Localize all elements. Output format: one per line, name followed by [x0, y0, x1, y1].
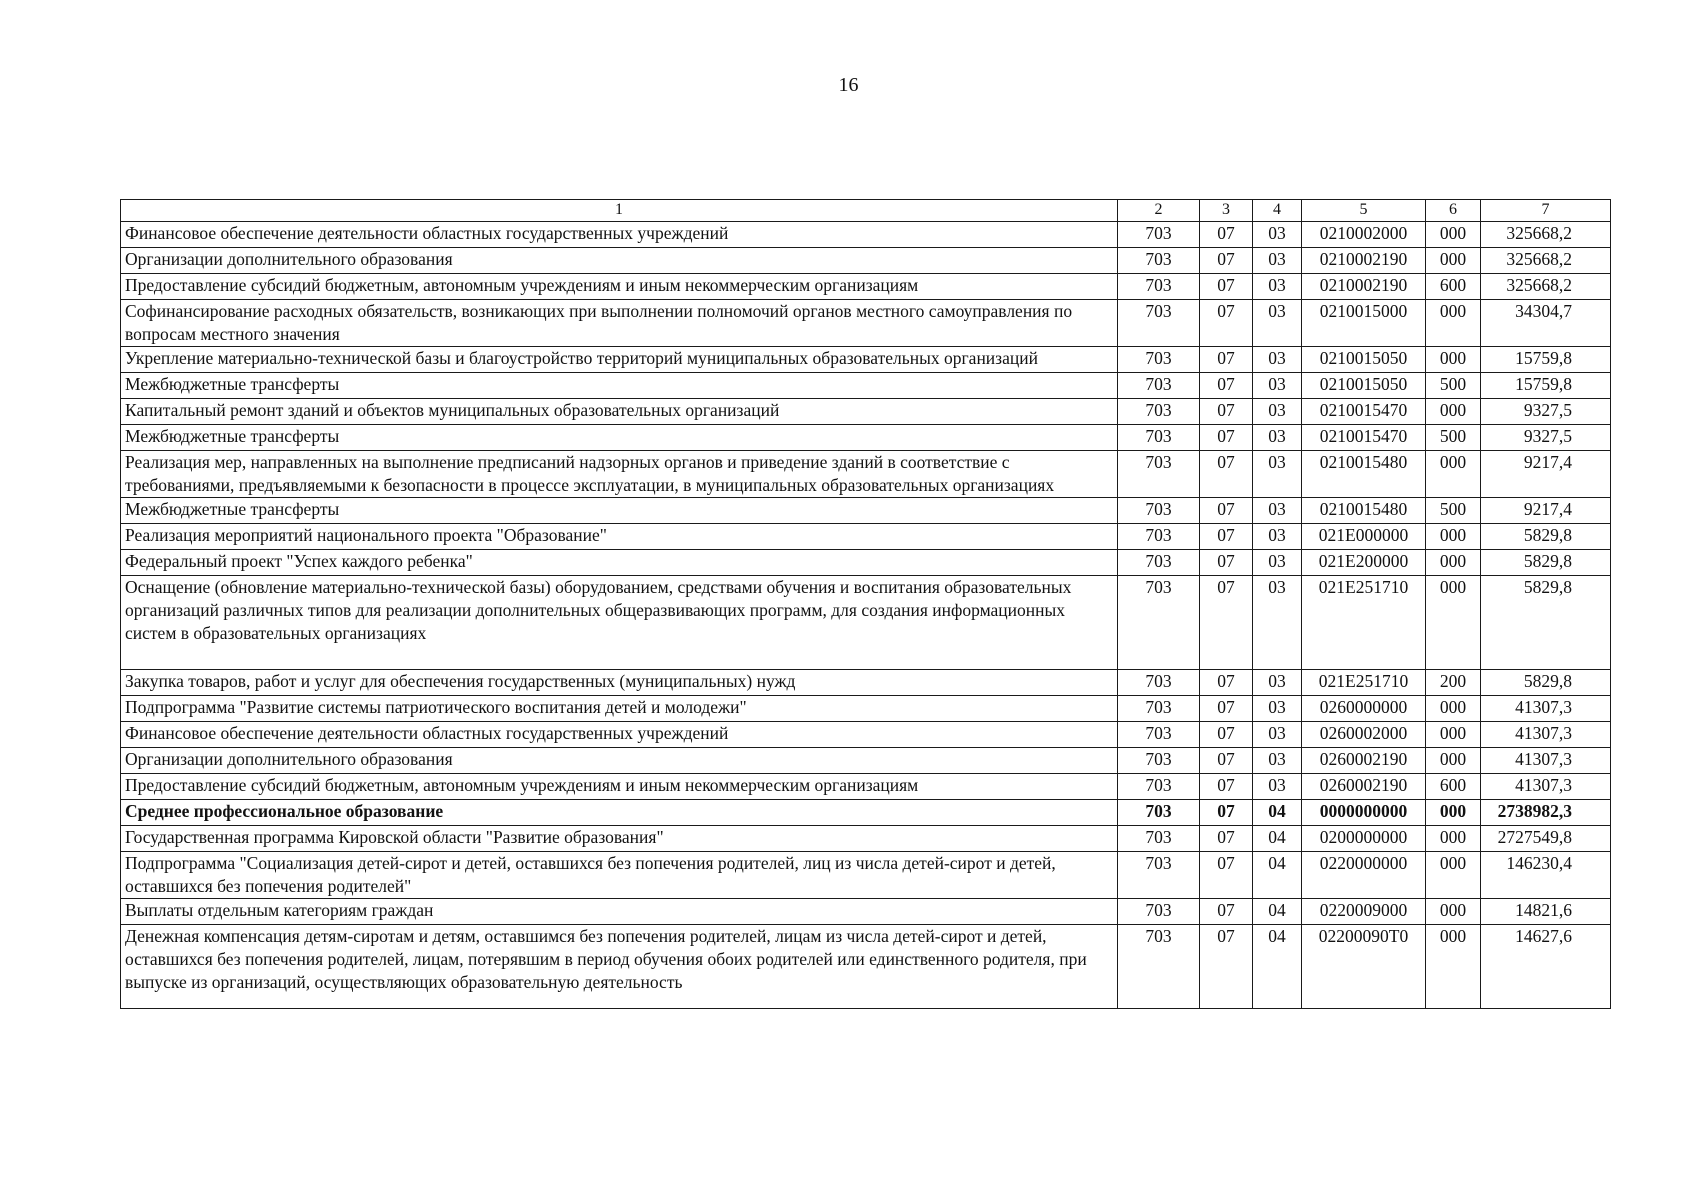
row-name-cell: Организации дополнительного образования [121, 248, 1118, 274]
row-section-cell: 703 [1118, 248, 1200, 274]
row-name-cell: Подпрограмма "Социализация детей-сирот и детей, оставшихся без попечения родителей, лиц из числа детей-сирот и детей, оставшихся без попечения родителей" [121, 852, 1118, 899]
table-row [121, 925, 1611, 1009]
row-amount-cell: 15759,8 [1481, 373, 1611, 399]
row-name-cell: Капитальный ремонт зданий и объектов муниципальных образовательных организаций [121, 399, 1118, 425]
row-section-cell: 703 [1118, 425, 1200, 451]
row-subsection-cell: 07 [1200, 425, 1253, 451]
row-target-code-cell: 0260000000 [1302, 696, 1426, 722]
table-row [121, 274, 1611, 300]
row-target-code-cell: 0210015050 [1302, 373, 1426, 399]
row-amount-cell: 41307,3 [1481, 774, 1611, 800]
row-amount-cell: 41307,3 [1481, 696, 1611, 722]
row-amount-cell: 14627,6 [1481, 925, 1611, 1009]
row-section-cell: 703 [1118, 696, 1200, 722]
row-subsection2-cell: 03 [1253, 774, 1302, 800]
row-subsection2-cell: 03 [1253, 300, 1302, 347]
row-amount-cell: 15759,8 [1481, 347, 1611, 373]
row-expense-type-cell: 000 [1426, 852, 1481, 899]
row-target-code-cell: 0210015470 [1302, 399, 1426, 425]
row-target-code-cell: 0210015000 [1302, 300, 1426, 347]
table-row [121, 248, 1611, 274]
row-amount-cell: 9217,4 [1481, 498, 1611, 524]
row-amount-cell: 325668,2 [1481, 274, 1611, 300]
row-amount-cell: 41307,3 [1481, 722, 1611, 748]
row-expense-type-cell: 000 [1426, 696, 1481, 722]
row-amount-cell: 2727549,8 [1481, 826, 1611, 852]
row-amount-cell: 34304,7 [1481, 300, 1611, 347]
row-subsection2-cell: 03 [1253, 722, 1302, 748]
row-subsection2-cell: 03 [1253, 451, 1302, 498]
table-row [121, 524, 1611, 550]
row-name-cell: Предоставление субсидий бюджетным, автономным учреждениям и иным некоммерческим организациям [121, 774, 1118, 800]
row-section-cell: 703 [1118, 800, 1200, 826]
header-row [121, 200, 1611, 222]
table-row [121, 576, 1611, 670]
row-expense-type-cell: 600 [1426, 274, 1481, 300]
row-amount-cell: 325668,2 [1481, 248, 1611, 274]
row-name-cell: Предоставление субсидий бюджетным, автономным учреждениям и иным некоммерческим организациям [121, 274, 1118, 300]
table-row [121, 498, 1611, 524]
row-section-cell: 703 [1118, 774, 1200, 800]
row-subsection2-cell: 03 [1253, 576, 1302, 670]
row-name-cell: Выплаты отдельным категориям граждан [121, 899, 1118, 925]
row-target-code-cell: 02200090Т0 [1302, 925, 1426, 1009]
table-row [121, 222, 1611, 248]
row-section-cell: 703 [1118, 748, 1200, 774]
row-expense-type-cell: 600 [1426, 774, 1481, 800]
row-name-cell: Реализация мер, направленных на выполнение предписаний надзорных органов и приведение зданий в соответствие с требованиями, предъявляемыми к безопасности в процессе эксплуатации, в муниципальных образовательных организациях [121, 451, 1118, 498]
table-row [121, 852, 1611, 899]
row-target-code-cell: 0220000000 [1302, 852, 1426, 899]
page-number: 16 [838, 74, 859, 96]
row-subsection2-cell: 03 [1253, 222, 1302, 248]
row-subsection-cell: 07 [1200, 852, 1253, 899]
row-name-cell: Межбюджетные трансферты [121, 425, 1118, 451]
row-amount-cell: 9327,5 [1481, 425, 1611, 451]
row-subsection2-cell: 04 [1253, 826, 1302, 852]
row-expense-type-cell: 000 [1426, 248, 1481, 274]
table-row [121, 748, 1611, 774]
table-row [121, 670, 1611, 696]
row-expense-type-cell: 200 [1426, 670, 1481, 696]
row-expense-type-cell: 000 [1426, 222, 1481, 248]
row-expense-type-cell: 500 [1426, 498, 1481, 524]
row-target-code-cell: 0210002190 [1302, 248, 1426, 274]
row-subsection-cell: 07 [1200, 300, 1253, 347]
row-expense-type-cell: 000 [1426, 347, 1481, 373]
row-name-cell: Финансовое обеспечение деятельности областных государственных учреждений [121, 222, 1118, 248]
table-row [121, 826, 1611, 852]
header-col-1: 1 [121, 200, 1118, 222]
row-subsection-cell: 07 [1200, 774, 1253, 800]
row-subsection2-cell: 03 [1253, 550, 1302, 576]
row-section-cell: 703 [1118, 576, 1200, 670]
row-expense-type-cell: 000 [1426, 925, 1481, 1009]
row-subsection-cell: 07 [1200, 826, 1253, 852]
row-target-code-cell: 0210015470 [1302, 425, 1426, 451]
table-row [121, 722, 1611, 748]
table-row [121, 425, 1611, 451]
table-row [121, 373, 1611, 399]
row-expense-type-cell: 000 [1426, 899, 1481, 925]
row-subsection-cell: 07 [1200, 925, 1253, 1009]
row-subsection-cell: 07 [1200, 670, 1253, 696]
row-expense-type-cell: 000 [1426, 550, 1481, 576]
row-subsection2-cell: 03 [1253, 373, 1302, 399]
row-target-code-cell: 021E200000 [1302, 550, 1426, 576]
row-expense-type-cell: 000 [1426, 524, 1481, 550]
row-expense-type-cell: 500 [1426, 425, 1481, 451]
row-amount-cell: 41307,3 [1481, 748, 1611, 774]
row-amount-cell: 146230,4 [1481, 852, 1611, 899]
row-expense-type-cell: 000 [1426, 800, 1481, 826]
row-subsection-cell: 07 [1200, 222, 1253, 248]
row-target-code-cell: 0210015480 [1302, 498, 1426, 524]
row-subsection2-cell: 03 [1253, 498, 1302, 524]
table-row [121, 696, 1611, 722]
row-section-cell: 703 [1118, 925, 1200, 1009]
row-expense-type-cell: 000 [1426, 748, 1481, 774]
row-subsection-cell: 07 [1200, 524, 1253, 550]
table-row [121, 347, 1611, 373]
row-subsection2-cell: 04 [1253, 925, 1302, 1009]
row-subsection2-cell: 03 [1253, 399, 1302, 425]
row-subsection-cell: 07 [1200, 800, 1253, 826]
row-amount-cell: 5829,8 [1481, 670, 1611, 696]
row-section-cell: 703 [1118, 852, 1200, 899]
header-col-7: 7 [1481, 200, 1611, 222]
row-name-cell: Закупка товаров, работ и услуг для обеспечения государственных (муниципальных) нужд [121, 670, 1118, 696]
table-row [121, 451, 1611, 498]
budget-table [120, 199, 1611, 1009]
row-target-code-cell: 021E251710 [1302, 576, 1426, 670]
row-target-code-cell: 021E000000 [1302, 524, 1426, 550]
row-name-cell: Укрепление материально-технической базы и благоустройство территорий муниципальных образовательных организаций [121, 347, 1118, 373]
row-amount-cell: 325668,2 [1481, 222, 1611, 248]
row-section-cell: 703 [1118, 722, 1200, 748]
row-subsection-cell: 07 [1200, 899, 1253, 925]
row-section-cell: 703 [1118, 399, 1200, 425]
row-subsection-cell: 07 [1200, 722, 1253, 748]
row-name-cell: Софинансирование расходных обязательств, возникающих при выполнении полномочий органов местного самоуправления по вопросам местного значения [121, 300, 1118, 347]
row-subsection2-cell: 03 [1253, 425, 1302, 451]
row-expense-type-cell: 000 [1426, 300, 1481, 347]
row-subsection-cell: 07 [1200, 347, 1253, 373]
row-expense-type-cell: 000 [1426, 722, 1481, 748]
row-target-code-cell: 0000000000 [1302, 800, 1426, 826]
row-subsection-cell: 07 [1200, 748, 1253, 774]
row-subsection2-cell: 04 [1253, 899, 1302, 925]
row-target-code-cell: 0210002000 [1302, 222, 1426, 248]
row-section-cell: 703 [1118, 899, 1200, 925]
row-subsection2-cell: 03 [1253, 347, 1302, 373]
row-name-cell: Государственная программа Кировской области "Развитие образования" [121, 826, 1118, 852]
row-subsection-cell: 07 [1200, 498, 1253, 524]
row-target-code-cell: 0260002190 [1302, 774, 1426, 800]
table-row [121, 399, 1611, 425]
row-name-cell: Среднее профессиональное образование [121, 800, 1118, 826]
header-col-5: 5 [1302, 200, 1426, 222]
row-amount-cell: 9327,5 [1481, 399, 1611, 425]
header-col-6: 6 [1426, 200, 1481, 222]
row-section-cell: 703 [1118, 550, 1200, 576]
row-subsection2-cell: 03 [1253, 748, 1302, 774]
row-subsection-cell: 07 [1200, 274, 1253, 300]
row-name-cell: Денежная компенсация детям-сиротам и детям, оставшимся без попечения родителей, лицам из числа детей-сирот и детей, оставшихся без попечения родителей, лицам, потерявшим в период обучения обоих родителей или единственного родителя, при выпуске из организаций, осуществляющих образовательную деятельность [121, 925, 1118, 1009]
row-name-cell: Межбюджетные трансферты [121, 373, 1118, 399]
row-name-cell: Оснащение (обновление материально-технической базы) оборудованием, средствами обучения и воспитания образовательных организаций различных типов для реализации дополнительных общеразвивающих программ, для создания информационных систем в образовательных организациях [121, 576, 1118, 670]
row-subsection2-cell: 03 [1253, 670, 1302, 696]
table-row [121, 774, 1611, 800]
row-name-cell: Реализация мероприятий национального проекта "Образование" [121, 524, 1118, 550]
row-section-cell: 703 [1118, 373, 1200, 399]
row-subsection-cell: 07 [1200, 550, 1253, 576]
row-target-code-cell: 0210002190 [1302, 274, 1426, 300]
row-target-code-cell: 0260002000 [1302, 722, 1426, 748]
row-name-cell: Федеральный проект "Успех каждого ребенка" [121, 550, 1118, 576]
row-subsection-cell: 07 [1200, 248, 1253, 274]
row-expense-type-cell: 000 [1426, 576, 1481, 670]
row-subsection2-cell: 03 [1253, 248, 1302, 274]
row-section-cell: 703 [1118, 524, 1200, 550]
row-expense-type-cell: 500 [1426, 373, 1481, 399]
row-subsection-cell: 07 [1200, 576, 1253, 670]
row-section-cell: 703 [1118, 498, 1200, 524]
row-target-code-cell: 0220009000 [1302, 899, 1426, 925]
row-target-code-cell: 021E251710 [1302, 670, 1426, 696]
header-col-3: 3 [1200, 200, 1253, 222]
row-expense-type-cell: 000 [1426, 451, 1481, 498]
row-amount-cell: 2738982,3 [1481, 800, 1611, 826]
row-target-code-cell: 0210015050 [1302, 347, 1426, 373]
row-section-cell: 703 [1118, 300, 1200, 347]
row-name-cell: Финансовое обеспечение деятельности областных государственных учреждений [121, 722, 1118, 748]
table-row [121, 550, 1611, 576]
row-amount-cell: 5829,8 [1481, 524, 1611, 550]
row-subsection-cell: 07 [1200, 696, 1253, 722]
row-subsection2-cell: 03 [1253, 524, 1302, 550]
row-expense-type-cell: 000 [1426, 826, 1481, 852]
table-row [121, 899, 1611, 925]
table-body [121, 222, 1611, 1009]
row-subsection2-cell: 03 [1253, 274, 1302, 300]
row-subsection-cell: 07 [1200, 451, 1253, 498]
row-amount-cell: 14821,6 [1481, 899, 1611, 925]
table-row [121, 300, 1611, 347]
row-amount-cell: 9217,4 [1481, 451, 1611, 498]
row-section-cell: 703 [1118, 826, 1200, 852]
row-section-cell: 703 [1118, 347, 1200, 373]
row-amount-cell: 5829,8 [1481, 550, 1611, 576]
row-target-code-cell: 0200000000 [1302, 826, 1426, 852]
row-expense-type-cell: 000 [1426, 399, 1481, 425]
row-section-cell: 703 [1118, 451, 1200, 498]
header-col-4: 4 [1253, 200, 1302, 222]
header-col-2: 2 [1118, 200, 1200, 222]
row-name-cell: Организации дополнительного образования [121, 748, 1118, 774]
row-subsection-cell: 07 [1200, 399, 1253, 425]
row-subsection2-cell: 04 [1253, 852, 1302, 899]
table-row [121, 800, 1611, 826]
row-name-cell: Подпрограмма "Развитие системы патриотического воспитания детей и молодежи" [121, 696, 1118, 722]
row-subsection2-cell: 04 [1253, 800, 1302, 826]
row-target-code-cell: 0260002190 [1302, 748, 1426, 774]
row-amount-cell: 5829,8 [1481, 576, 1611, 670]
row-target-code-cell: 0210015480 [1302, 451, 1426, 498]
row-name-cell: Межбюджетные трансферты [121, 498, 1118, 524]
row-subsection-cell: 07 [1200, 373, 1253, 399]
row-subsection2-cell: 03 [1253, 696, 1302, 722]
row-section-cell: 703 [1118, 274, 1200, 300]
row-section-cell: 703 [1118, 670, 1200, 696]
row-section-cell: 703 [1118, 222, 1200, 248]
